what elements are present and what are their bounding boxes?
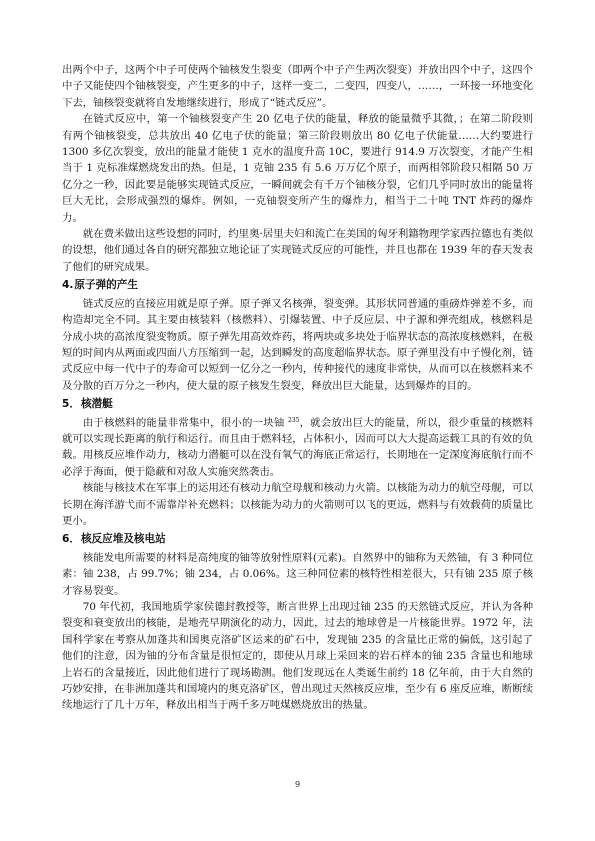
superscript: 235 xyxy=(288,416,300,424)
section-heading-6 xyxy=(62,531,533,547)
text-run: ，就会放出巨大的能量，所以，很少重量的核燃料就可以实现长距离的航行和运行。而且由于燃料轻，占体积小，因而可以大大提高运载工具的有效的负载。用核反应堆作动力，核动力潜艇可以在没有氧气的海底正常运行，长期地在一定深度海底航行而不必浮于海面，便于隐蔽和对敌人实施突然袭击。 xyxy=(62,416,533,478)
paragraph: 出两个中子，这两个中子可使两个铀核发生裂变（即两个中子产生两次裂变）并放出四个中子，这四个中子又能使四个铀核裂变，产生更多的中子，这样一变二，二变四，四变八，……，一环接一环地变化下去，铀核裂变就将自发地继续进行，形成了“链式反应”。 xyxy=(62,64,533,109)
section-number: 5． xyxy=(62,398,80,411)
section-heading-4 xyxy=(62,277,533,293)
paragraph: 在链式反应中，第一个铀核裂变产生 20 亿电子伏的能量，释放的能量微乎其微，；在第二阶段则有两个铀核裂变，总共放出 40 亿电子伏的能量；第三阶段则放出 80 亿电子伏能量……大约要进行 1300 多亿次裂变，放出的能量才能使 1 克水的温度升高 10C，要进行 914.9 万次裂变，才能产生相当于 1 克标准煤燃烧发出的热。但是，1 克铀 235 有 5.6 万万亿个原子，而两相邻阶段只相隔 50 万亿分之一秒，因此要是能够实现链式反应，一瞬间就会有千万个铀核分裂，它们几乎同时放出的能量将巨大无比，会形成强烈的爆炸。例如，一克铀裂变所产生的爆炸力，相当于二十吨 TNT 炸药的爆炸力。 xyxy=(62,113,533,224)
paragraph: 核能发电所需要的材料是高纯度的铀等放射性原料(元素)。自然界中的铀称为天然铀，有 3 种同位素：铀 238，占 99.7%；铀 234，占 0.06%。这三种同位素的核特性相差很大，只有铀 235 原子核才容易裂变。 xyxy=(62,551,533,597)
section-title: 核潜艇 xyxy=(80,398,113,411)
section-number: 4. xyxy=(62,279,74,292)
paragraph: 就在费米做出这些设想的同时，约里奥·居里夫妇和流亡在美国的匈牙利籍物理学家西拉德也有类似的设想，他们通过各自的研究都独立地论证了实现链式反应的可能性，并且也都在 1939 年的春天发表了他们的研究成果。 xyxy=(62,228,533,273)
page-number: 9 xyxy=(294,780,301,789)
paragraph xyxy=(62,415,533,481)
paragraph: 70 年代初，我国地质学家侯德封教授等，断言世界上出现过铀 235 的天然链式反应，并认为各种裂变和衰变放出的核能，是地壳早期演化的动力，因此，过去的地球曾是一片核能世界。1972 年，法国科学家在考察从加蓬共和国奥克洛矿区运来的矿石中，发现铀 235 的含量比正常的偏低，这引起了他们的注意，因为铀的分布含量是很恒定的，即使从月球上采回来的岩石样本的铀 235 含量也和地球上岩石的含量接近，因此他们进行了现场勘测。他们发现远在人类诞生前约 18 亿年前，由于大自然的巧妙安排，在非洲加蓬共和国境内的奥克洛矿区，曾出现过天然核反应堆，至少有 6 座反应堆，断断续续地运行了几十万年，释放出相当于两千多万吨煤燃烧放出的热量。 xyxy=(62,601,533,712)
paragraph: 链式反应的直接应用就是原子弹。原子弹又名核弹，裂变弹。其形状同普通的重磅炸弹差不多，而构造却完全不同。其主要由核装料（核燃料）、引爆装置、中子反应层、中子源和弹壳组成，核燃料是分成小块的高浓度裂变物质。原子弹先用高效炸药，将两块或多块处于临界状态的高浓度核燃料，在极短的时间内从两面或四面八方压缩到一起，达到瞬发的高度超临界状态。原子弹里没有中子慢化剂，链式反应中每一代中子的寿命可以短到一亿分之一秒内，传种接代的速度非常快，从而可以在核燃料来不及分散的百万分之一秒内，使大量的原子核发生裂变，释放出巨大能量，达到爆炸的目的。 xyxy=(62,297,533,392)
paragraph: 核能与核技术在军事上的运用还有核动力航空母舰和核动力火箭。以核能为动力的航空母舰，可以长期在海洋游弋而不需靠岸补充燃料；以核能为动力的火箭则可以飞的更远，燃料与有效载荷的质量比更小。 xyxy=(62,482,533,527)
section-heading-5 xyxy=(62,396,533,412)
section-number: 6． xyxy=(62,533,80,546)
text-run: 由于核燃料的能量非常集中，很小的一块铀 xyxy=(82,416,289,429)
section-title: 原子弹的产生 xyxy=(74,279,138,292)
section-title: 核反应堆及核电站 xyxy=(80,533,166,546)
